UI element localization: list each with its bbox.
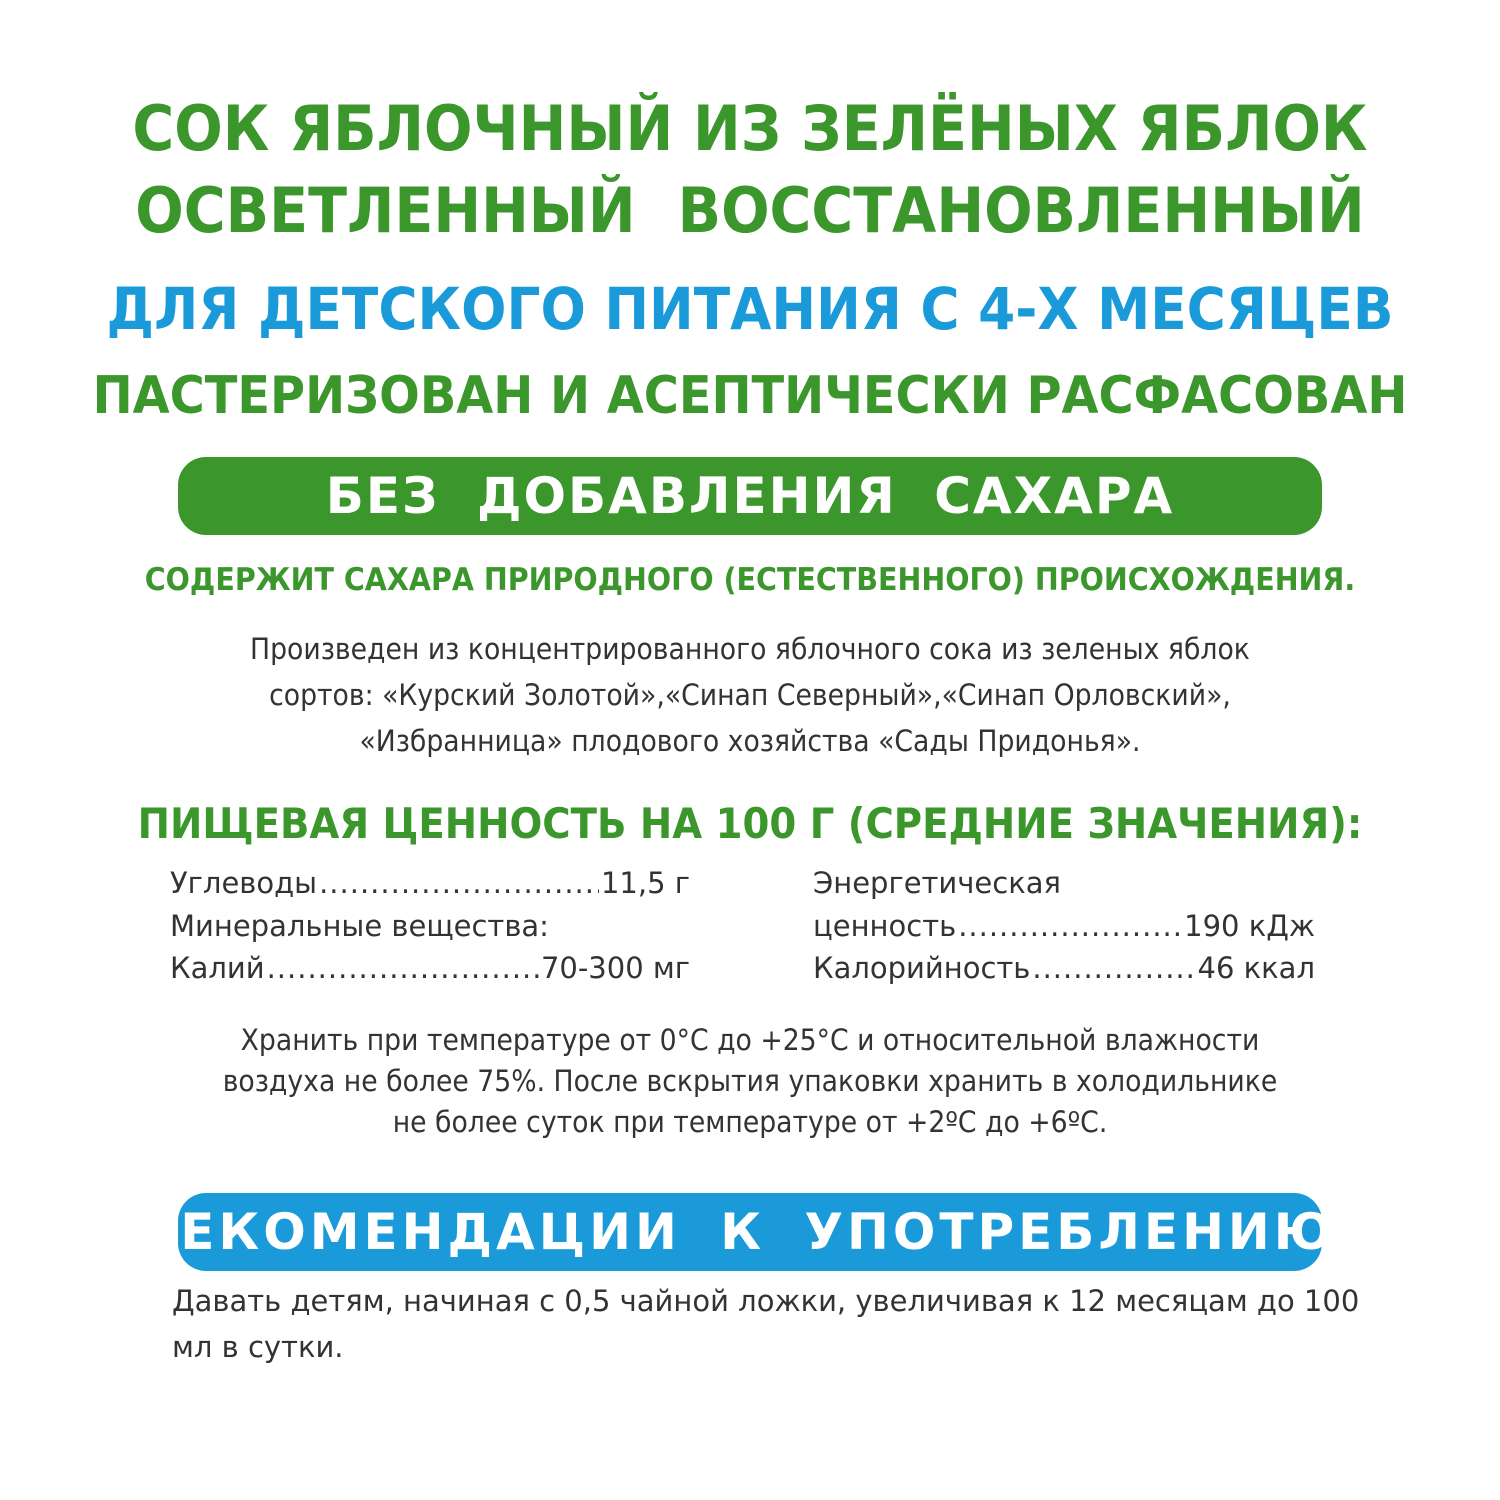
usage-instructions: [172, 1278, 1360, 1370]
origin-line: сортов: «Курский Золотой»,«Синап Северный»,«Синап Орловский»,: [269, 678, 1231, 712]
leader-dots: [267, 947, 539, 990]
leader-dots: [1032, 947, 1195, 990]
storage-line: Хранить при температуре от 0°С до +25°С и относительной влажности: [240, 1023, 1260, 1057]
nutrition-heading: ПИЩЕВАЯ ЦЕННОСТЬ НА 100 Г (СРЕДНИЕ ЗНАЧЕНИЯ):: [137, 799, 1363, 848]
nutrition-right-column: [813, 862, 1315, 990]
carbs-value: 11,5 г: [600, 866, 690, 900]
storage-line: воздуха не более 75%. После вскрытия упаковки хранить в холодильнике: [222, 1064, 1278, 1098]
leader-dots: [958, 905, 1182, 948]
energy-value: 190 кДж: [1184, 908, 1315, 943]
nutrition-row-energy: [813, 905, 1315, 948]
storage-instructions: [0, 1020, 1500, 1143]
nutrition-row-calories: [813, 947, 1315, 990]
storage-line: не более суток при температуре от +2ºС до +6ºС.: [392, 1105, 1108, 1139]
nutrition-row-potassium: [170, 947, 690, 990]
product-title-line-2: ОСВЕТЛЕННЫЙ ВОССТАНОВЛЕННЫЙ: [135, 174, 1365, 247]
natural-sugar-note: СОДЕРЖИТ САХАРА ПРИРОДНОГО (ЕСТЕСТВЕННОГО) ПРОИСХОЖДЕНИЯ.: [144, 562, 1356, 598]
potassium-value: 70-300 мг: [540, 951, 690, 985]
potassium-label: Калий: [170, 951, 265, 985]
nutrition-row-minerals: [170, 905, 690, 948]
age-recommendation: ДЛЯ ДЕТСКОГО ПИТАНИЯ С 4-Х МЕСЯЦЕВ: [106, 275, 1394, 343]
nutrition-row-carbs: [170, 862, 690, 905]
origin-line: «Избранница» плодового хозяйства «Сады Придонья».: [359, 724, 1141, 758]
usage-banner-text: РЕКОМЕНДАЦИИ К УПОТРЕБЛЕНИЮ:: [139, 1203, 1361, 1261]
calories-label: Калорийность: [813, 951, 1031, 985]
no-sugar-banner: [178, 457, 1322, 535]
usage-line: мл в сутки.: [172, 1330, 344, 1364]
energy-label-line-2: ценность: [813, 908, 957, 943]
usage-banner: [139, 1193, 1361, 1271]
calories-value: 46 ккал: [1197, 951, 1315, 985]
product-title-line-1: СОК ЯБЛОЧНЫЙ ИЗ ЗЕЛЁНЫХ ЯБЛОК: [132, 92, 1368, 165]
nutrition-row-energy-label: [813, 862, 1315, 905]
carbs-label: Углеводы: [170, 866, 318, 900]
usage-line: Давать детям, начиная с 0,5 чайной ложки, увеличивая к 12 месяцам до 100: [172, 1284, 1360, 1318]
leader-dots: [319, 862, 599, 905]
no-sugar-banner-text: БЕЗ ДОБАВЛЕНИЯ САХАРА: [325, 467, 1175, 525]
nutrition-left-column: [170, 862, 690, 990]
processing-note: ПАСТЕРИЗОВАН И АСЕПТИЧЕСКИ РАСФАСОВАН: [92, 366, 1408, 426]
minerals-label: Минеральные вещества:: [170, 908, 549, 943]
origin-line: Произведен из концентрированного яблочного сока из зеленых яблок: [250, 632, 1250, 666]
energy-label-line-1: Энергетическая: [813, 866, 1061, 900]
origin-description: [0, 626, 1500, 764]
